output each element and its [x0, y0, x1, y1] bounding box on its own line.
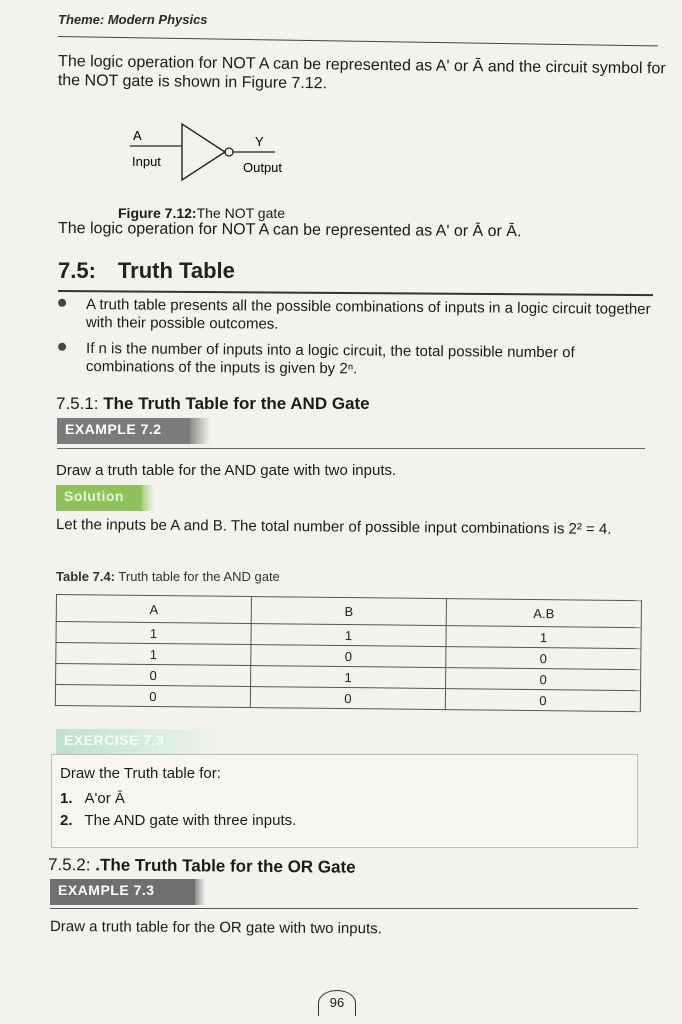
subsection-heading-or: [48, 855, 356, 878]
theme-header: Theme: Modern Physics: [58, 12, 208, 27]
example-question: Draw a truth table for the OR gate with two inputs.: [49, 918, 382, 938]
example-rule: [57, 448, 645, 449]
badge-fade: [195, 879, 205, 905]
after-figure-paragraph: The logic operation for NOT A can be represented as A' or Ā or Ā.: [57, 220, 522, 241]
example-badge: EXAMPLE 7.2: [57, 418, 190, 444]
subsection-number: 7.5.1:: [56, 394, 99, 413]
page-number: 96: [318, 990, 356, 1016]
section-rule: [58, 290, 653, 296]
table-cell: 1: [251, 624, 446, 647]
output-letter: Y: [255, 134, 264, 149]
not-gate-figure: [125, 118, 295, 186]
table-header-cell: B: [251, 597, 446, 626]
exercise-item-text: The AND gate with three inputs.: [84, 812, 297, 829]
table-header-cell: A: [56, 595, 251, 624]
exercise-item-text: A'or Ā: [84, 790, 125, 807]
example-question: Draw a truth table for the AND gate with two inputs.: [56, 462, 397, 479]
not-gate-triangle: [182, 124, 225, 180]
table-cell: 1: [56, 622, 251, 645]
exercise-badge: EXERCISE 7.3: [56, 729, 226, 755]
exercise-item: [60, 790, 125, 807]
truth-table: [55, 594, 642, 712]
table-cell: 1: [446, 626, 641, 649]
figure-caption-number: Figure 7.12:: [118, 205, 197, 221]
header-rule: [58, 36, 658, 46]
subsection-title: .The Truth Table for the OR Gate: [95, 855, 356, 877]
table-cell: 0: [446, 647, 641, 670]
table-cell: 0: [56, 664, 251, 687]
subsection-title: The Truth Table for the AND Gate: [103, 394, 370, 413]
table-caption-number: Table 7.4:: [56, 569, 116, 584]
example-rule: [50, 908, 638, 909]
bullet-item: [86, 296, 656, 337]
figure-caption-text: The NOT gate: [196, 205, 286, 221]
example-badge: EXAMPLE 7.3: [50, 879, 195, 905]
bullet-icon: [58, 343, 66, 351]
solution-text: Let the inputs be A and B. The total number of possible input combinations is 2² = 4.: [55, 516, 612, 538]
table-cell: 0: [251, 645, 446, 668]
solution-badge: Solution: [56, 485, 142, 511]
output-label: Output: [243, 160, 283, 175]
truth-table-wrapper: [55, 594, 642, 712]
badge-fade: [190, 418, 210, 444]
input-label: Input: [132, 154, 161, 169]
subsection-number: 7.5.2:: [47, 855, 91, 875]
bullet-text: If n is the number of inputs into a logic circuit, the total possible number of combinations of the inputs is given by 2ⁿ.: [85, 340, 575, 378]
table-cell: 1: [56, 643, 251, 666]
exercise-item-number: 1.: [60, 790, 73, 807]
table-cell: 1: [251, 666, 446, 689]
table-cell: 0: [445, 689, 640, 712]
table-cell: 0: [55, 685, 250, 708]
section-title: Truth Table: [117, 258, 235, 283]
bullet-text: A truth table presents all the possible combinations of inputs in a logic circuit together with their possible outcomes.: [85, 296, 651, 333]
badge-fade: [142, 485, 154, 511]
figure-caption: [118, 205, 285, 221]
bullet-icon: [58, 299, 66, 307]
table-header-cell: A.B: [446, 599, 641, 628]
input-letter: A: [133, 128, 142, 143]
subsection-heading-and: [56, 394, 370, 414]
table-caption: [56, 569, 280, 584]
section-heading: [58, 258, 235, 284]
exercise-item-number: 2.: [60, 812, 73, 829]
exercise-item: [60, 812, 296, 829]
exercise-title: Draw the Truth table for:: [60, 765, 221, 782]
table-cell: 0: [250, 687, 445, 710]
bullet-item: [86, 340, 656, 381]
intro-paragraph: The logic operation for NOT A can be represented as A' or Ā and the circuit symbol for the NOT gate is shown in Figure 7.12.: [57, 53, 666, 93]
section-number: 7.5:: [58, 258, 96, 283]
table-caption-text: Truth table for the AND gate: [118, 569, 280, 584]
table-cell: 0: [446, 668, 641, 691]
